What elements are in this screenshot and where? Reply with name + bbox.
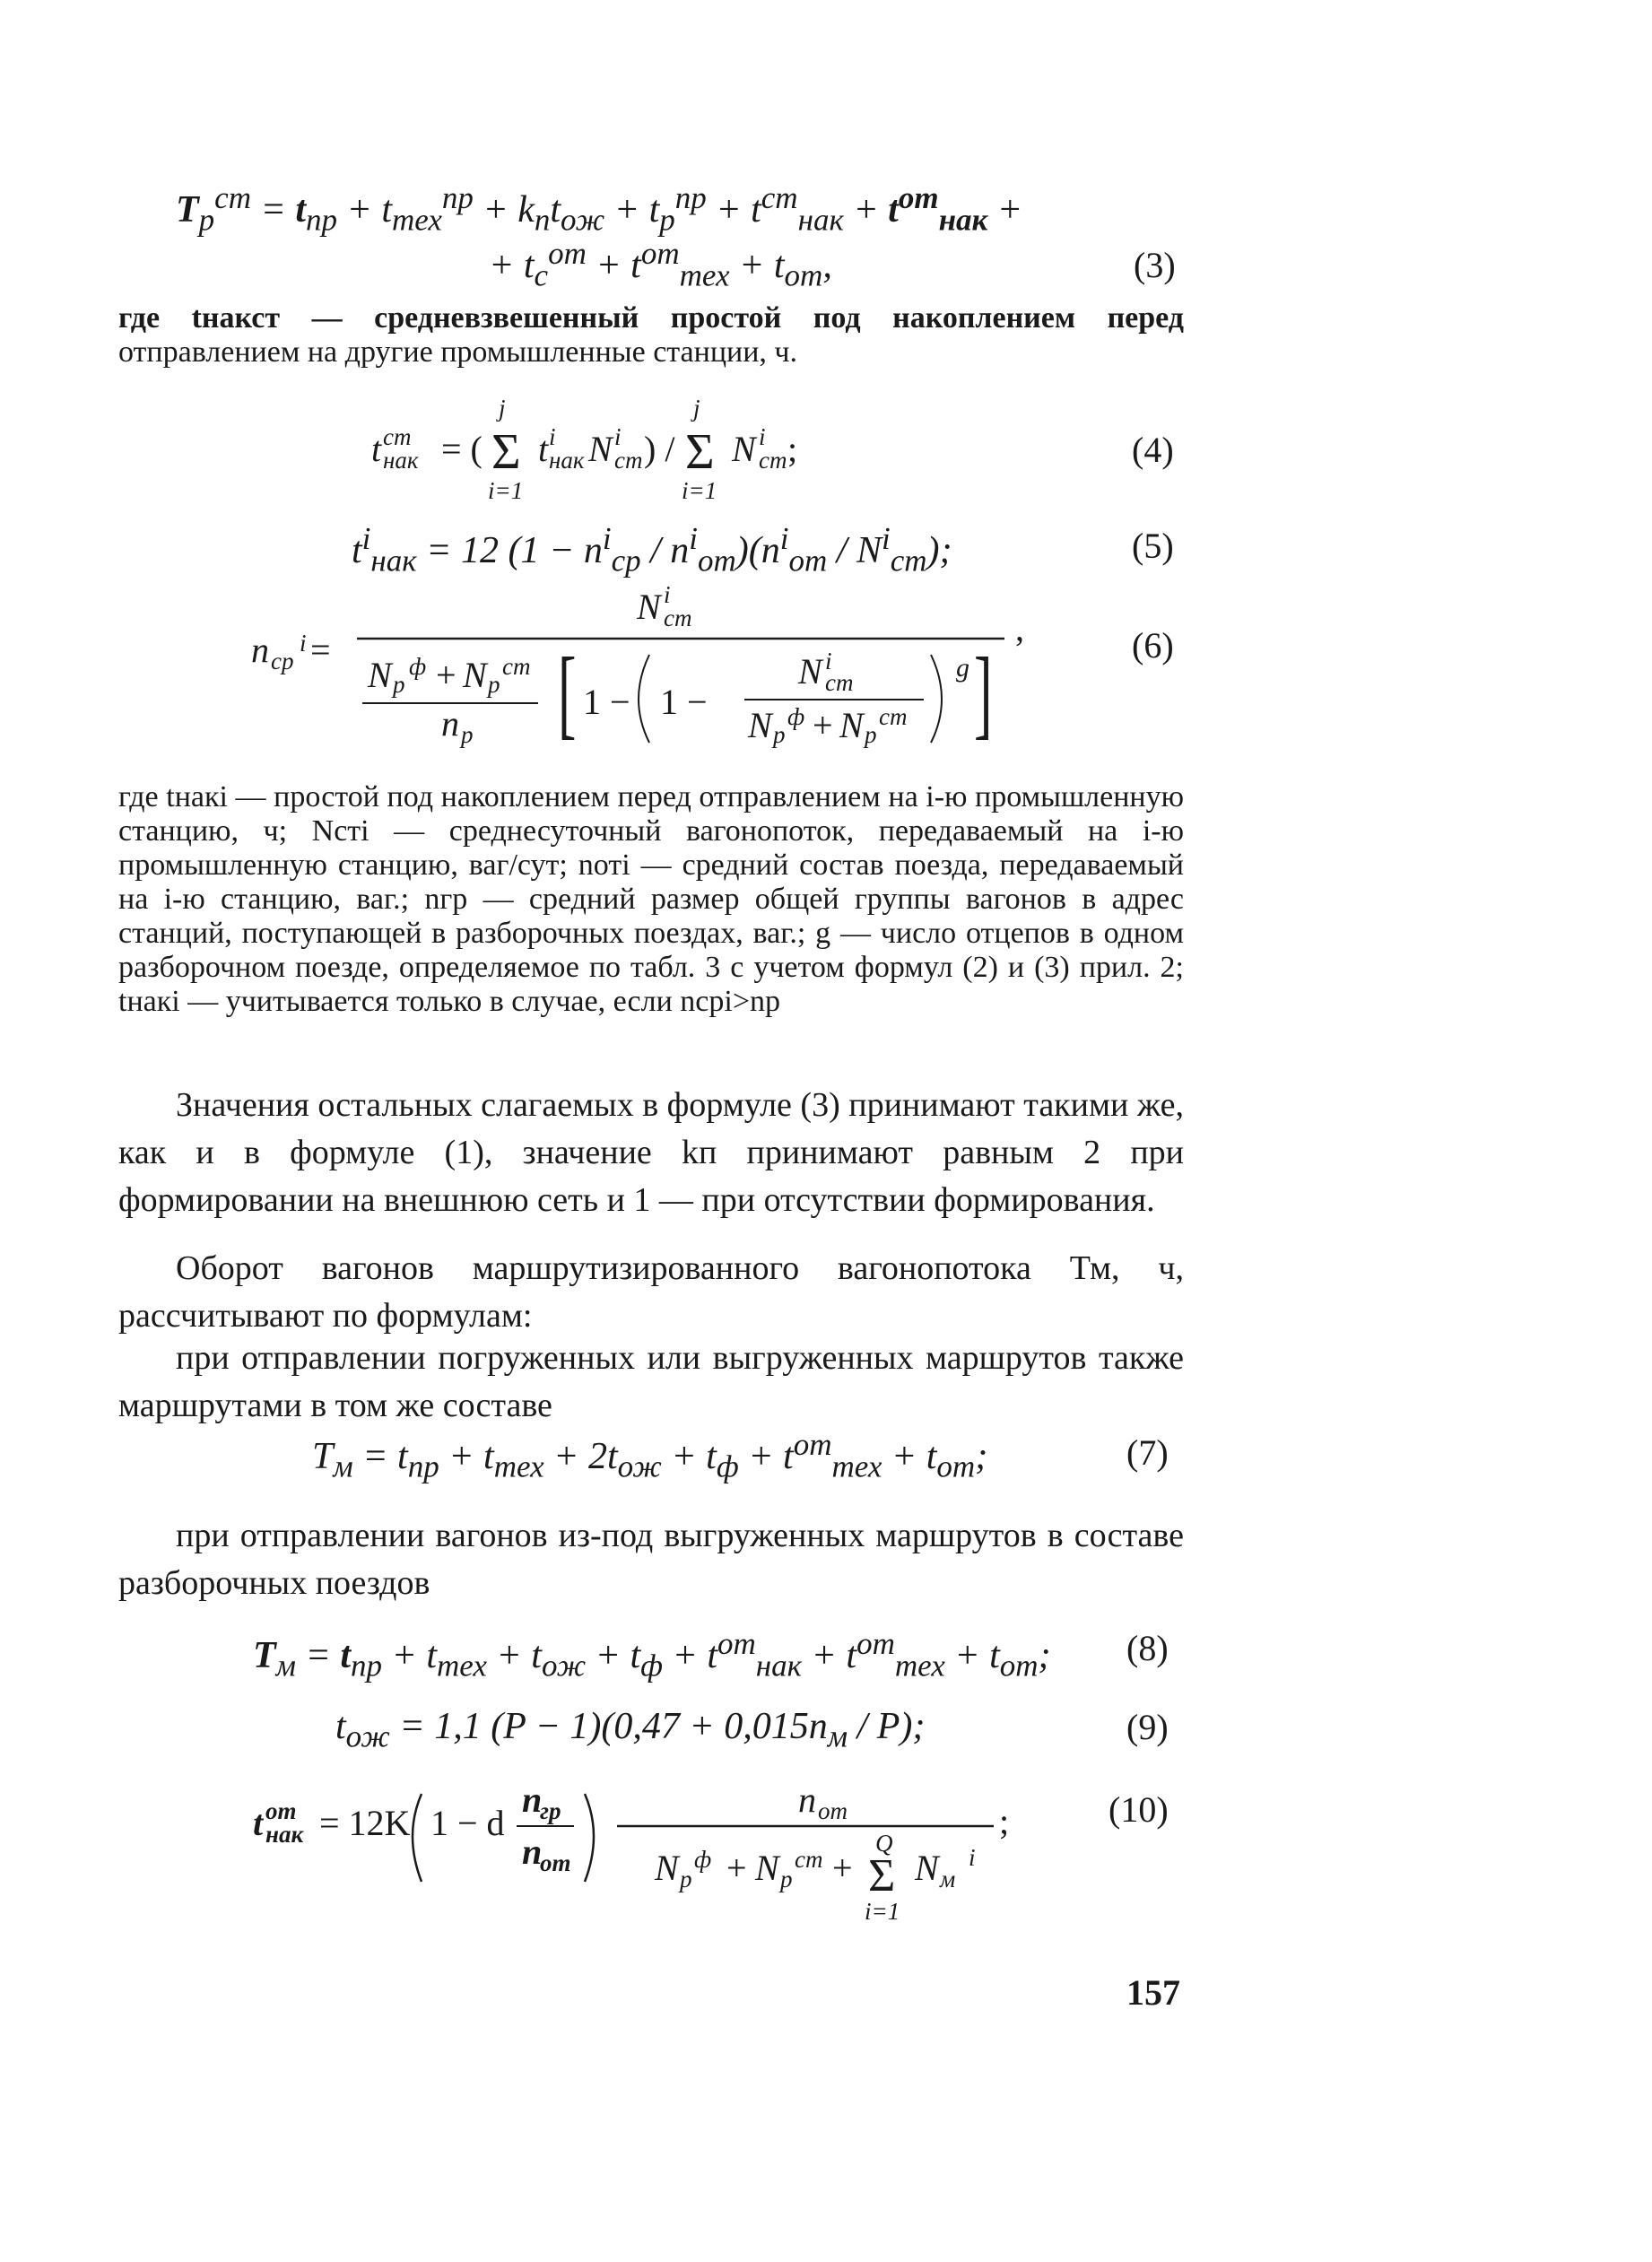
svg-text:Σ: Σ	[868, 1850, 896, 1901]
svg-text:+: +	[813, 705, 833, 745]
svg-text:t: t	[371, 429, 382, 469]
svg-text:]: ]	[974, 636, 993, 749]
svg-text:;: ;	[999, 1801, 1010, 1841]
paragraph-3: при отправлении погруженных или выгруженных маршрутов также маршрутами в том же составе	[118, 1339, 1184, 1424]
svg-text:= 12K: = 12K	[319, 1803, 411, 1843]
svg-text:от: от	[265, 1797, 297, 1824]
svg-text:N: N	[368, 655, 392, 695]
formula-9: $t_{ож} = 1,1$ $(P - 1)(0,47 + 0,015n_м / P)$;	[335, 1706, 926, 1754]
svg-text:i=1: i=1	[865, 1898, 900, 1925]
svg-text:ст: ст	[383, 423, 412, 450]
svg-text:;: ;	[787, 429, 798, 469]
svg-text:i=1: i=1	[682, 477, 717, 504]
svg-text:i: i	[969, 1844, 976, 1871]
note-1-lead: где tнакст — средневзвешенный простой под накоплением перед	[118, 301, 1184, 335]
formula-3-line-1-text: $T_р^{ст} = t_{пр} + t_{тех}^{пр} + k_пt_{ож} + t_р^{пр} + t^{ст}_{нак} + t^{от}_{нак}$ +	[176, 180, 1023, 238]
svg-text:N: N	[588, 429, 613, 469]
svg-text:нак: нак	[383, 447, 419, 474]
formula-9-number: (9)	[1126, 1707, 1169, 1747]
svg-text:N: N	[732, 429, 756, 469]
svg-text:N: N	[798, 651, 822, 692]
formula-7-number: (7)	[1126, 1432, 1169, 1473]
svg-text:ст: ст	[664, 605, 692, 631]
svg-text:N: N	[748, 705, 772, 745]
svg-text:[: [	[558, 636, 577, 749]
svg-text:ф: ф	[787, 703, 805, 730]
svg-text:= (: = (	[441, 429, 483, 469]
svg-text:g: g	[956, 653, 969, 683]
svg-text:р: р	[488, 671, 500, 698]
svg-text:р: р	[773, 721, 786, 748]
svg-text:ст: ст	[502, 653, 531, 680]
svg-text:от: от	[540, 1849, 571, 1876]
svg-text:i: i	[825, 648, 832, 674]
svg-text:i: i	[614, 423, 622, 450]
svg-text:n: n	[522, 1779, 543, 1820]
svg-text:Σ: Σ	[685, 424, 715, 480]
svg-text:ст: ст	[614, 447, 643, 474]
note-1-rest: отправлением на другие промышленные станции, ч.	[118, 335, 798, 369]
formula-10-number: (10)	[1109, 1789, 1169, 1830]
svg-text:гр: гр	[540, 1797, 561, 1824]
svg-text:) /: ) /	[644, 429, 675, 469]
svg-text:t: t	[538, 429, 549, 469]
formula-5-number: (5)	[1132, 526, 1174, 566]
formula-6	[242, 581, 1049, 749]
formula-3-line-2: + $t_с^{от} + t^{от}_{тех} + t_{от}$,	[489, 236, 832, 293]
svg-text:j: j	[693, 395, 700, 422]
formula-3-line-1	[176, 179, 1022, 239]
svg-text:N: N	[839, 705, 864, 745]
svg-text:ф: ф	[694, 1846, 712, 1873]
svg-text:,: ,	[1015, 608, 1024, 648]
svg-text:р: р	[680, 1866, 692, 1892]
svg-text:ст: ст	[825, 669, 854, 696]
svg-text:N: N	[915, 1848, 939, 1888]
svg-text:+: +	[726, 1848, 747, 1888]
formula-3-number: (3)	[1134, 245, 1176, 285]
svg-text:м: м	[940, 1866, 956, 1892]
svg-text:i: i	[664, 581, 671, 608]
svg-text:N: N	[463, 655, 487, 695]
svg-text:n: n	[798, 1779, 816, 1820]
paragraph-4: при отправлении вагонов из-под выгруженных маршрутов в составе разборочных поездов	[118, 1517, 1184, 1602]
svg-text:i=1: i=1	[488, 477, 524, 504]
formula-4-number: (4)	[1132, 430, 1174, 470]
svg-text:ср: ср	[271, 648, 294, 674]
svg-text:ф: ф	[409, 653, 427, 680]
svg-text:+: +	[436, 655, 456, 695]
svg-text:от: от	[818, 1797, 848, 1824]
svg-text:р: р	[461, 721, 474, 748]
formula-6-number: (6)	[1132, 625, 1174, 666]
svg-text:Q: Q	[875, 1830, 893, 1857]
svg-text:n: n	[522, 1831, 543, 1872]
paragraph-1: Значения остальных слагаемых в формуле (3) принимают такими же, как и в формуле (1), значение kп принимают равным 2 при формировании на внешнюю сеть и 1 — при отсутствии формирования.	[118, 1086, 1184, 1219]
svg-text:нак: нак	[265, 1821, 304, 1848]
formula-4	[359, 386, 942, 511]
svg-text:=: =	[310, 630, 331, 670]
svg-text:ст: ст	[759, 447, 787, 474]
svg-text:t: t	[253, 1803, 264, 1843]
svg-text:Σ: Σ	[491, 424, 521, 480]
svg-text:N: N	[655, 1848, 679, 1888]
formula-5: $t^i_{нак} = 12$ $(1 - n^i_{ср} / n^i_{от})(n^i_{от} / N^i_{ст})$;	[352, 521, 952, 579]
svg-text:+: +	[832, 1848, 853, 1888]
page-number: 157	[1126, 1972, 1180, 2013]
svg-text:i: i	[549, 423, 556, 450]
svg-text:i: i	[300, 630, 307, 657]
svg-text:нак: нак	[549, 447, 585, 474]
paragraph-2: Оборот вагонов маршрутизированного вагонопотока Тм, ч, рассчитывают по формулам:	[118, 1249, 1184, 1335]
note-1	[118, 301, 1184, 370]
note-2: где tнакi — простой под накоплением перед отправлением на i-ю промышленную станцию, ч; Nстi — среднесуточный вагонопоток, передаваемый на i-ю промышленную станцию, ваг/сут; nотi — средний состав поезда, передаваемый на i-ю станцию, ваг.; nгр — средний размер общей группы вагонов в адрес станций, поступающей в разборочных поездах, ваг.; g — число отцепов в одном разборочном поезде, определяемое по табл. 3 с учетом формул (2) и (3) прил. 2; tнакi — учитывается только в случае, если nсрi>nр	[118, 780, 1184, 1018]
svg-text:р: р	[780, 1866, 793, 1892]
formula-7: $T_м = t_{пр} + t_{тех} + 2t_{ож} + t_ф + t^{от}_{тех} + t_{от}$;	[312, 1427, 988, 1484]
svg-text:j: j	[499, 395, 506, 422]
svg-text:i: i	[759, 423, 766, 450]
svg-text:1 −: 1 −	[583, 682, 630, 722]
formula-10	[251, 1776, 1058, 1928]
formula-8: $T_м = t_{пр} + t_{тех} + t_{ож} + t_ф + t^{от}_{нак} + t^{от}_{тех} + t_{от}$;	[253, 1626, 1051, 1683]
svg-text:р: р	[393, 671, 405, 698]
svg-text:N: N	[755, 1848, 779, 1888]
formula-8-number: (8)	[1126, 1628, 1169, 1668]
svg-text:1 −: 1 −	[660, 682, 708, 722]
svg-text:1 − d: 1 − d	[430, 1803, 505, 1843]
svg-text:ст: ст	[879, 703, 908, 730]
svg-text:N: N	[637, 587, 661, 627]
svg-text:n: n	[251, 630, 269, 670]
svg-text:n: n	[441, 703, 459, 744]
svg-text:ст: ст	[795, 1846, 823, 1873]
svg-text:р: р	[865, 721, 877, 748]
